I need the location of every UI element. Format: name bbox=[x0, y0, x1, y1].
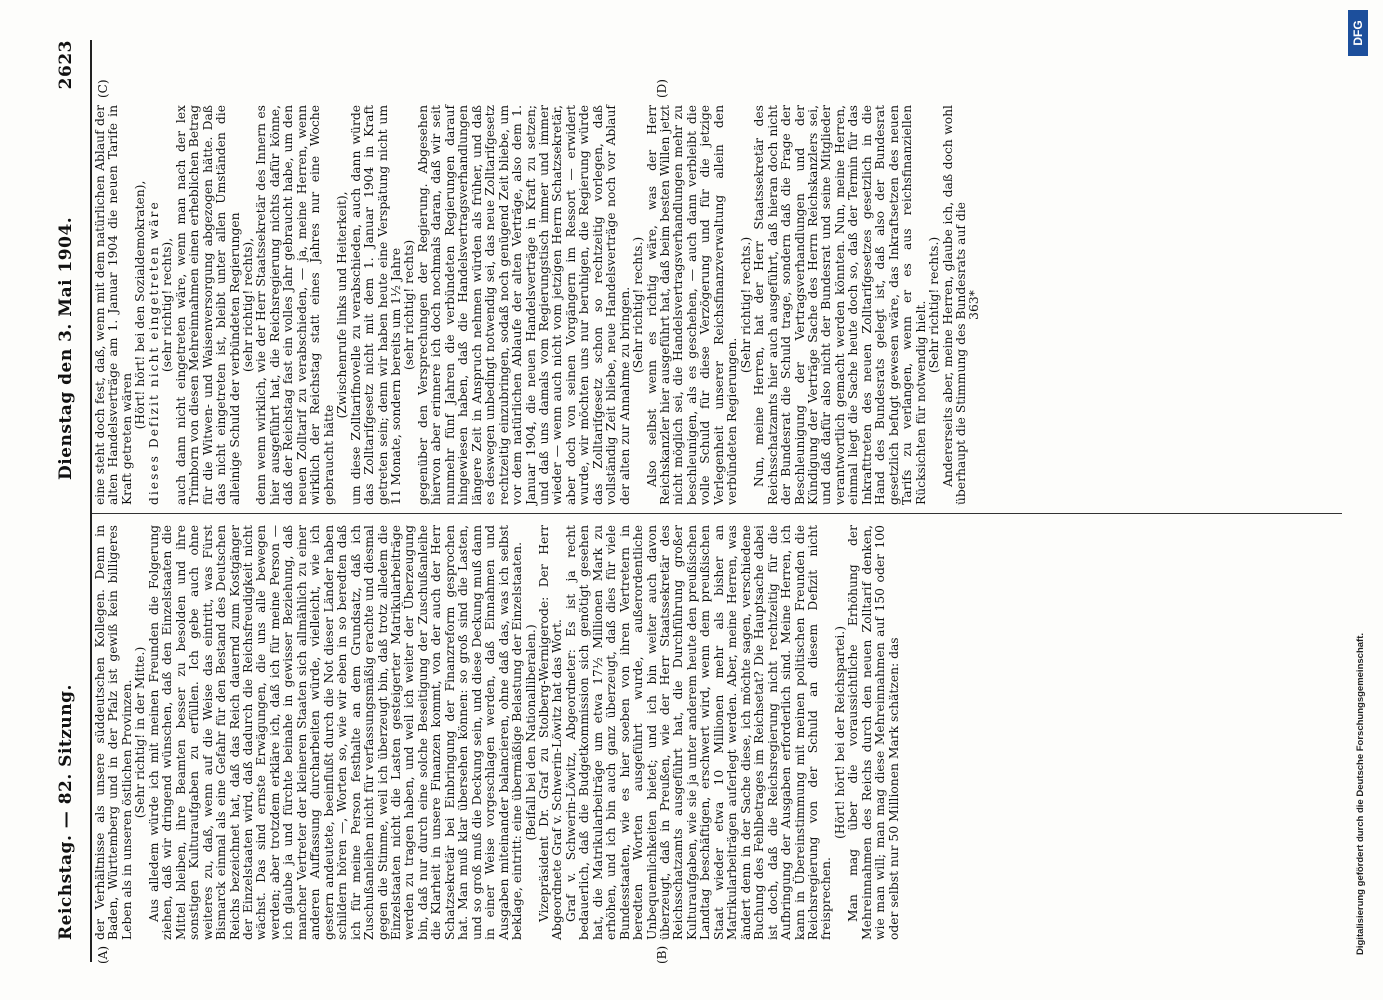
signature-mark: 363* bbox=[967, 290, 982, 320]
margin-marker-b: (B) bbox=[655, 945, 669, 964]
paragraph: Graf v. Schwerin-Löwitz, Abgeordneter: Es ist ja recht bedauerlich, daß die Budgetkommission sich genötigt gesehen hat, die Matrikularbeiträge um etwa 17½ Millionen Mark zu erhöhen, und ich bin auch ganz überzeugt, daß dies für viele Bundesstaaten, wie es hier soeben von ihren Vertretern in beredten Worten ausgeführt wurde, außerordentliche Unbequemlichkeiten bietet; und ich bin weiter auch davon überzeugt, daß in Preußen, wie der Herr Staatssekretär des Reichsschatzamts ausgeführt hat, die Durchführung großer Kulturaufgaben, wie sie ja unter anderem heute den preußischen Landtag beschäftigen, erschwert wird, wenn dem preußischen Staat wieder etwa 10 Millionen mehr als bisher an Matrikularbeiträgen auferlegt werden. Aber, meine Herren, was ändert denn in der Sache diese, ich möchte sagen, verschiedene Buchung des Fehlbetrages im Reichsetat? Die Hauptsache dabei ist doch, daß die Reichsregierung nicht rechtzeitig für die Aufbringung der Ausgaben erforderlich sind. Meine Herren, ich kann in Übereinstimmung mit meinen politischen Freunden die Reichsregierung von der Schuld an diesem Defizit nicht freisprechen. bbox=[563, 525, 834, 940]
interjection: (Hört! hört! bei den Sozialdemokraten), bbox=[133, 180, 148, 430]
interjection: (sehr richtig! rechts), bbox=[160, 237, 175, 373]
column-divider bbox=[92, 513, 1342, 514]
interjection: (Zwischenrufe links und Heiterkeit), bbox=[335, 191, 350, 419]
paragraph: um diese Zolltarifnovelle zu verabschieden, auch dann würde das Zolltarifgesetz nicht mit dem 1. Januar 1904 in Kraft getreten sein; denn wir haben heute eine Verspätung nicht um 11 Monate, sondern bereits um 1½ Jahre bbox=[348, 105, 403, 505]
paragraph: der Verhältnisse als unsere süddeutschen Kollegen. Denn in Baden, Württemberg und in der Pfalz ist gewiß kein billigeres Leben als in unseren östlichen Provinzen. bbox=[93, 525, 134, 940]
interjection: (Beifall bei den Nationalliberalen.) bbox=[523, 624, 538, 841]
right-column bbox=[94, 105, 982, 505]
margin-marker-a: (A) bbox=[96, 945, 110, 964]
paragraph: Aus alledem würde ich mit meinen Freunden die Folgerung ziehen, daß wir dringend wünschen, daß den Einzelstaaten die Mittel bleiben, ihre Beamten besser zu besolden und ihre sonstigen Kulturaufgaben zu erfüllen. Ich gebe auch ohne weiteres zu, daß, wenn auf die Weise das eintritt, was Fürst Bismarck einmal als eine Gefahr für den Bestand des Deutschen Reichs bezeichnet hat, daß das Reich dauernd zum Kostgänger der Einzelstaaten wird, daß dadurch die Reichsfreudigkeit nicht wächst. Das sind ernste Erwägungen, die uns alle bewegen werden; aber trotzdem erkläre ich, daß ich für meine Person — ich glaube ja und fürchte beinahe in gewisser Beziehung, daß mancher Vertreter der kleineren Staaten sich allmählich zu einer anderen Auffassung durcharbeiten würde, vielleicht, wie ich gestern andeutete, beeinflußt durch die Not dieser Länder haben schildern hören —, Worten so, wie wir eben in so beredten daß ich für meine Person festhalte an dem Grundsatz, daß ich Zuschußanleihen nicht für verfassungsmäßig erachte und diesmal gegen die Stimme, weil ich überzeugt bin, daß trotz alledem die Einzelstaaten nicht die Lasten gesteigerter Matrikularbeiträge werden zu tragen haben, und weil ich weiter der Überzeugung bin, daß nur durch eine solche Beseitigung der Zuschußanleihe die Klarheit in unsere Finanzen kommt, von der auch der Herr Schatzsekretär bei Einbringung der Finanzreform gesprochen hat. Man muß klar übersehen können: so groß sind die Lasten, und so groß muß die Deckung sein, und diese Deckung muß dann in einer Weise vorgeschlagen werden, daß Einnahmen und Ausgaben miteinander balancieren, ohne daß das, was ich selbst beklage, eintritt: eine übermäßige Belastung der Einzelstaaten. bbox=[146, 525, 525, 940]
paragraph: denn wenn wirklich, wie der Herr Staatssekretär des Innern es hier ausgeführt hat, die Reichsregierung nichts dafür könne, daß der Reichstag fast ein volles Jahr gebraucht habe, um den neuen Zolltarif zu verabschieden, — ja, meine Herren, wenn wirklich der Reichstag statt eines Jahres nur eine Woche gebraucht hätte bbox=[254, 105, 336, 505]
paragraph: Andererseits aber, meine Herren, glaube ich, daß doch wohl überhaupt die Stimmung des Bundesrats auf die bbox=[940, 105, 968, 505]
speaker-intro: Vizepräsident Dr. Graf zu Stolberg-Wernigerode: Der Herr Abgeordnete Graf v. Schwerin-Löwitz hat das Wort. bbox=[536, 525, 565, 940]
interjection: (sehr richtig! rechts), bbox=[240, 237, 255, 373]
header-center: Dienstag den 3. Mai 1904. bbox=[56, 216, 76, 480]
interjection: (Sehr richtig! rechts.) bbox=[631, 236, 646, 374]
margin-marker-c: (C) bbox=[96, 79, 110, 98]
interjection: (Hört! hört! bei der Reichspartei.) bbox=[832, 625, 847, 840]
interjection: (Sehr richtig! rechts.) bbox=[738, 236, 753, 374]
paragraph: eine steht doch fest, daß, wenn mit dem natürlichen Ablauf der alten Handelsverträge am 1. Januar 1904 die neuen Tarife in Kraft getreten wären bbox=[93, 105, 134, 505]
paragraph: Also selbst wenn es richtig wäre, was der Herr Reichskanzler hier ausgeführt hat, daß beim besten Willen jetzt nicht möglich sei, die Handelsvertragsverhandlungen mehr zu beschleunigen, als es geschehen, — auch dann verbleibt die volle Schuld für diese Verzögerung und für die jetzige Verlegenheit unserer Reichsfinanzverwaltung allein den verbündeten Regierungen. bbox=[644, 105, 740, 505]
digitization-note: Digitalisierung gefördert durch die Deutsche Forschungsgemeinschaft. bbox=[1355, 633, 1366, 955]
page-header bbox=[56, 40, 84, 940]
header-left: Reichstag. — 82. Sitzung. bbox=[56, 684, 76, 940]
page-number: 2623 bbox=[56, 40, 76, 90]
dfg-logo: DFG bbox=[1348, 10, 1368, 56]
paragraph: auch dann nicht eingetreten wäre, wenn man nach der lex Trimborn von diesen Mehreinnahmen einen erheblichen Betrag für die Witwen- und Waisenversorgung abgezogen hätte. Daß das nicht eingetreten ist, bleibt unter allen Umständen die alleinige Schuld der verbündeten Regierungen bbox=[173, 105, 242, 505]
interjection: (Sehr richtig! rechts.) bbox=[927, 236, 942, 374]
margin-marker-d: (D) bbox=[655, 79, 669, 98]
paragraph: dieses Defizit nicht eingetreten wäre bbox=[146, 200, 161, 505]
left-column bbox=[94, 525, 901, 940]
paragraph: gegenüber den Versprechungen der Regierung. Abgesehen hiervon aber erinnere ich doch nochmals daran, daß wir seit nunmehr fünf Jahren die verbündeten Regierungen darauf hingewiesen haben, daß die Handelsvertragsverhandlungen längere Zeit in Anspruch nehmen würden als früher, und daß es deswegen unbedingt notwendig sei, das neue Zolltarifgesetz rechtzeitig einzubringen, sodaß noch genügend Zeit bliebe, um vor dem natürlichen Ablaufe der alten Verträge, also dem 1. Januar 1904, die neuen Handelsverträge in Kraft zu setzen; und daß uns damals vom Regierungstisch immer und immer wieder — wenn auch nicht vom jetzigen Herrn Schatzsekretär, aber doch von seinen Vorgängern im Ressort — erwidert wurde, wir möchten uns nur beruhigen, die Regierung würde das Zolltarifgesetz schon so rechtzeitig vorlegen, daß vollständig Zeit bliebe, neue Handelsverträge noch vor Ablauf der alten zur Annahme zu bringen. bbox=[415, 105, 632, 505]
interjection: (Sehr richtig! in der Mitte.) bbox=[133, 646, 148, 819]
header-rule bbox=[90, 40, 92, 962]
paragraph: Man mag über die voraussichtliche Erhöhung der Mehreinnahmen des Reichs durch den neuen Zolltarif denken, wie man will; man mag diese Mehreinnahmen auf 150 oder 100 oder selbst nur 50 Millionen Mark schätzen: das bbox=[846, 525, 901, 940]
interjection: (sehr richtig! rechts) bbox=[402, 239, 417, 371]
paragraph: Nun, meine Herren, hat der Herr Staatssekretär des Reichsschatzamts hier auch ausgeführt, daß hieran doch nicht der Bundesrat die Schuld trage, sondern daß die Frage der Beschleunigung der Vertragsverhandlungen und der Kündigung der Verträge Sache des Herrn Reichskanzlers sei, und daß dafür also nicht der Bundesrat und seine Mitglieder verantwortlich gemacht werden könnten. Nun, meine Herren, einmal liegt die Sache heute doch so, daß der Termin für das Inkrafttreten des neuen Zolltarifgesetzes gesetzlich in die Hand des Bundesrats gelegt ist, daß also der Bundesrat gesetzlich befugt gewesen wäre, das Inkraftsetzen des neuen Tarifs zu verlangen, wenn er es aus reichsfinanziellen Rücksichten für notwendig hielt. bbox=[752, 105, 928, 505]
